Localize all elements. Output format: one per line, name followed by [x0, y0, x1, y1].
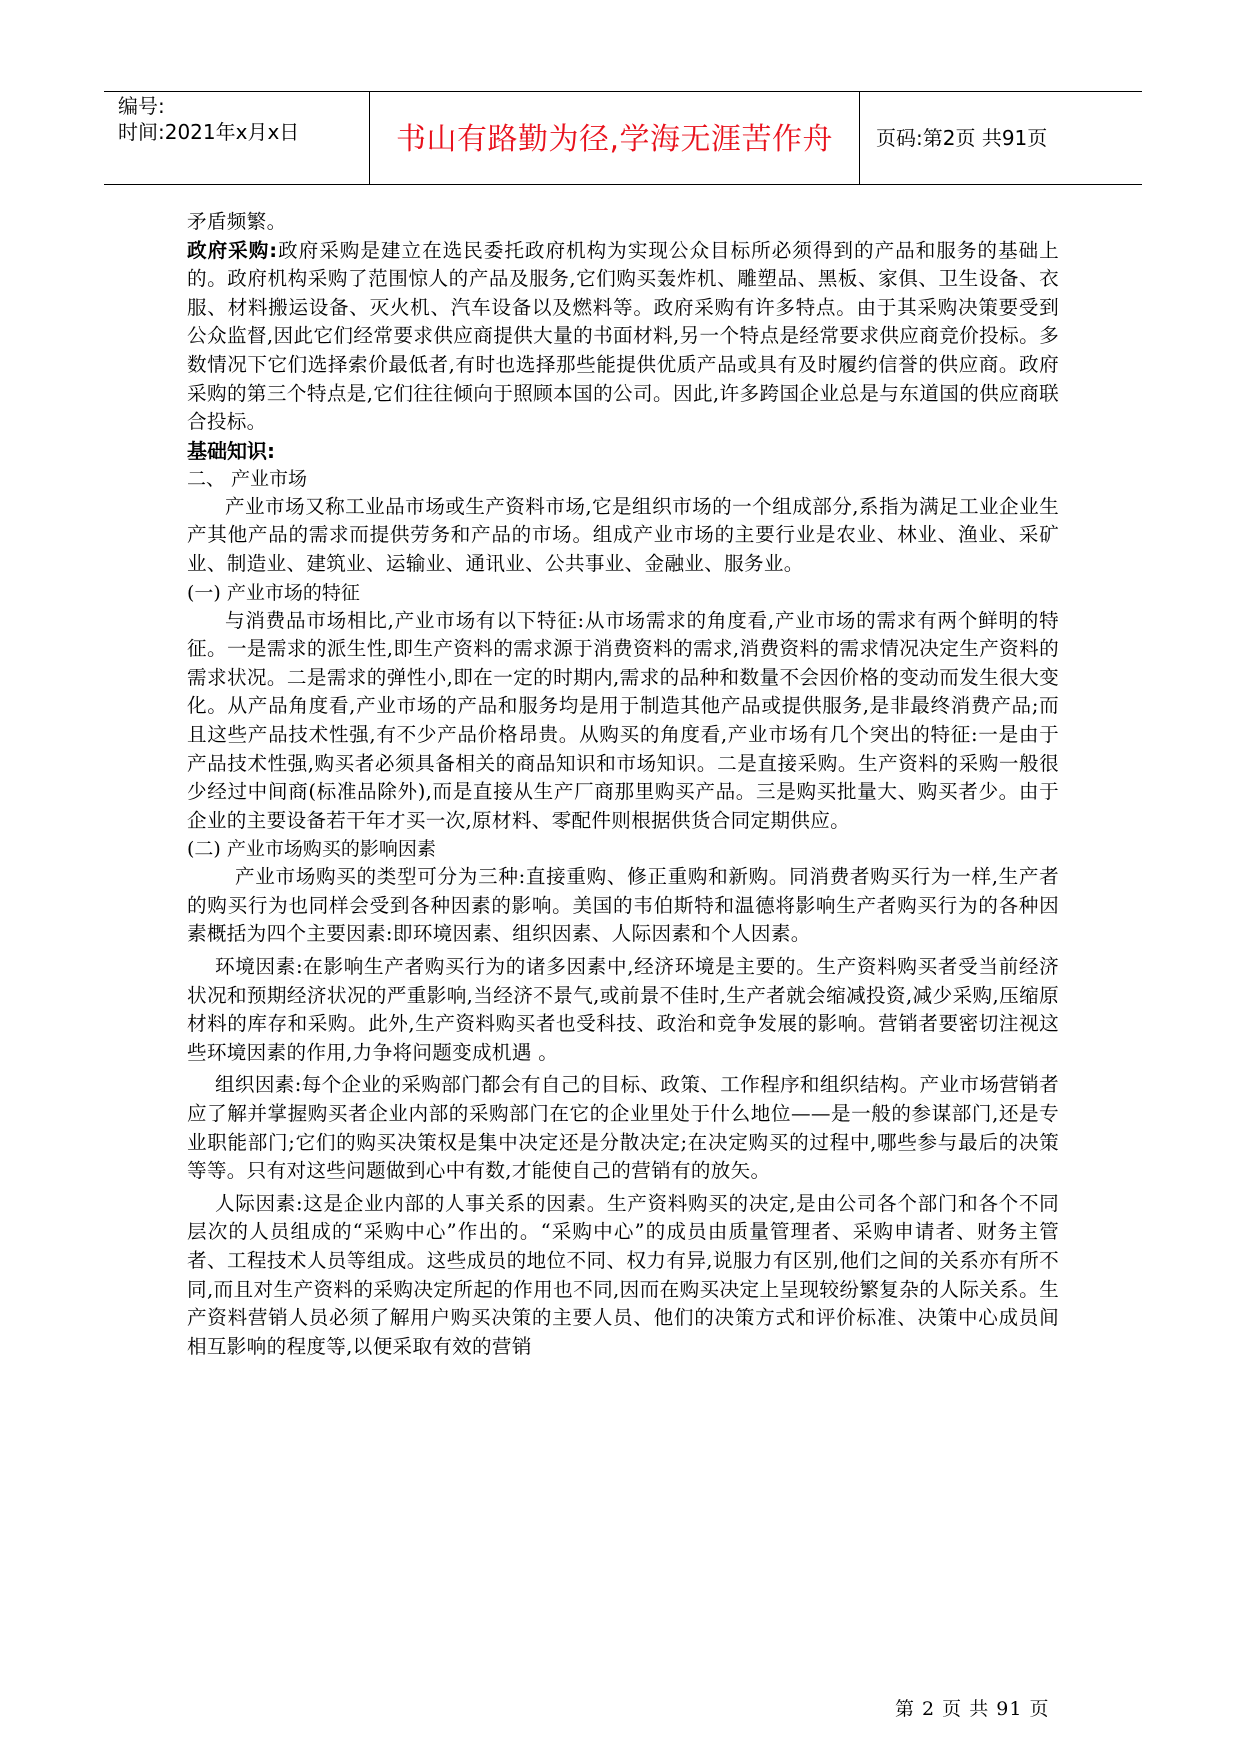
subsection-heading-features: (一) 产业市场的特征 — [187, 581, 360, 604]
header-info-cell — [104, 92, 369, 184]
number-label: 编号: — [118, 94, 165, 118]
header-motto-cell — [369, 92, 860, 184]
basic-knowledge-heading: 基础知识: — [187, 438, 275, 463]
document-body — [187, 208, 1059, 1361]
page-header — [104, 91, 1142, 185]
gov-purchase-term: 政府采购: — [187, 238, 278, 262]
interpersonal-factor-paragraph: 人际因素:这是企业内部的人事关系的因素。生产资料购买的决定,是由公司各个部门和各个不同层次的人员组成的“采购中心”作出的。“采购中心”的成员由质量管理者、采购申请者、财务主管者、工程技术人员等组成。这些成员的地位不同、权力有异,说服力有区别,他们之间的关系亦有所不同,而且对生产资料的采购决定所起的作用也不同,因而在购买决定上呈现较纷繁复杂的人际关系。生产资料营销人员必须了解用户购买决策的主要人员、他们的决策方式和评价标准、决策中心成员间相互影响的程度等,以便采取有效的营销 — [187, 1191, 1059, 1358]
page-footer: 第 2 页 共 91 页 — [895, 1698, 1050, 1720]
subsection-heading-factors: (二) 产业市场购买的影响因素 — [187, 838, 436, 861]
gov-purchase-paragraph — [187, 237, 1059, 437]
time-label: 时间:2021年x月x日 — [118, 120, 300, 144]
features-paragraph: 与消费品市场相比,产业市场有以下特征:从市场需求的角度看,产业市场的需求有两个鲜明的特征。一是需求的派生性,即生产资料的需求源于消费资料的需求,消费资料的需求情况决定生产资料的需求状况。二是需求的弹性小,即在一定的时期内,需求的品种和数量不会因价格的变动而发生很大变化。从产品角度看,产业市场的产品和服务均是用于制造其他产品或提供服务,是非最终消费产品;而且这些产品技术性强,有不少产品价格昂贵。从购买的角度看,产业市场有几个突出的特征:一是由于产品技术性强,购买者必须具备相关的商品知识和市场知识。二是直接采购。生产资料的采购一般很少经过中间商(标准品除外),而是直接从生产厂商那里购买产品。三是购买批量大、购买者少。由于企业的主要设备若干年才买一次,原材料、零配件则根据供货合同定期供应。 — [187, 608, 1059, 832]
motto: 书山有路勤为径,学海无涯苦作舟 — [395, 122, 834, 157]
organization-factor-paragraph: 组织因素:每个企业的采购部门都会有自己的目标、政策、工作程序和组织结构。产业市场营销者应了解并掌握购买者企业内部的采购部门在它的企业里处于什么地位——是一般的参谋部门,还是专业职能部门;它们的购买决策权是集中决定还是分散决定;在决定购买的过程中,哪些参与最后的决策等等。只有对这些问题做到心中有数,才能使自己的营销有的放矢。 — [187, 1073, 1059, 1183]
continuation-paragraph: 矛盾频繁。 — [187, 210, 287, 233]
section-heading-industry-market: 二、 产业市场 — [187, 467, 308, 490]
industry-market-paragraph: 产业市场又称工业品市场或生产资料市场,它是组织市场的一个组成部分,系指为满足工业企业生产其他产品的需求而提供劳务和产品的市场。组成产业市场的主要行业是农业、林业、渔业、采矿业、制造业、建筑业、运输业、通讯业、公共事业、金融业、服务业。 — [187, 494, 1059, 575]
environment-factor-paragraph: 环境因素:在影响生产者购买行为的诸多因素中,经济环境是主要的。生产资料购买者受当前经济状况和预期经济状况的严重影响,当经济不景气,或前景不佳时,生产者就会缩减投资,减少采购,压缩原材料的库存和采购。此外,生产资料购买者也受科技、政治和竞争发展的影响。营销者要密切注视这些环境因素的作用,力争将问题变成机遇 。 — [187, 955, 1059, 1064]
purchase-types-paragraph: 产业市场购买的类型可分为三种:直接重购、修正重购和新购。同消费者购买行为一样,生产者的购买行为也同样会受到各种因素的影响。美国的韦伯斯特和温德将影响生产者购买行为的各种因素概括为四个主要因素:即环境因素、组织因素、人际因素和个人因素。 — [187, 865, 1059, 946]
header-page-cell — [860, 92, 1142, 184]
gov-purchase-text: 政府采购是建立在选民委托政府机构为实现公众目标所必须得到的产品和服务的基础上的。政府机构采购了范围惊人的产品及服务,它们购买轰炸机、雕塑品、黑板、家俱、卫生设备、衣服、材料搬运设备、灭火机、汽车设备以及燃料等。政府采购有许多特点。由于其采购决策要受到公众监督,因此它们经常要求供应商提供大量的书面材料,另一个特点是经常要求供应商竞价投标。多数情况下它们选择索价最低者,有时也选择那些能提供优质产品或具有及时履约信誉的供应商。政府采购的第三个特点是,它们往往倾向于照顾本国的公司。因此,许多跨国企业总是与东道国的供应商联合投标。 — [187, 238, 1059, 434]
page-number-label: 页码:第2页 共91页 — [876, 126, 1048, 150]
